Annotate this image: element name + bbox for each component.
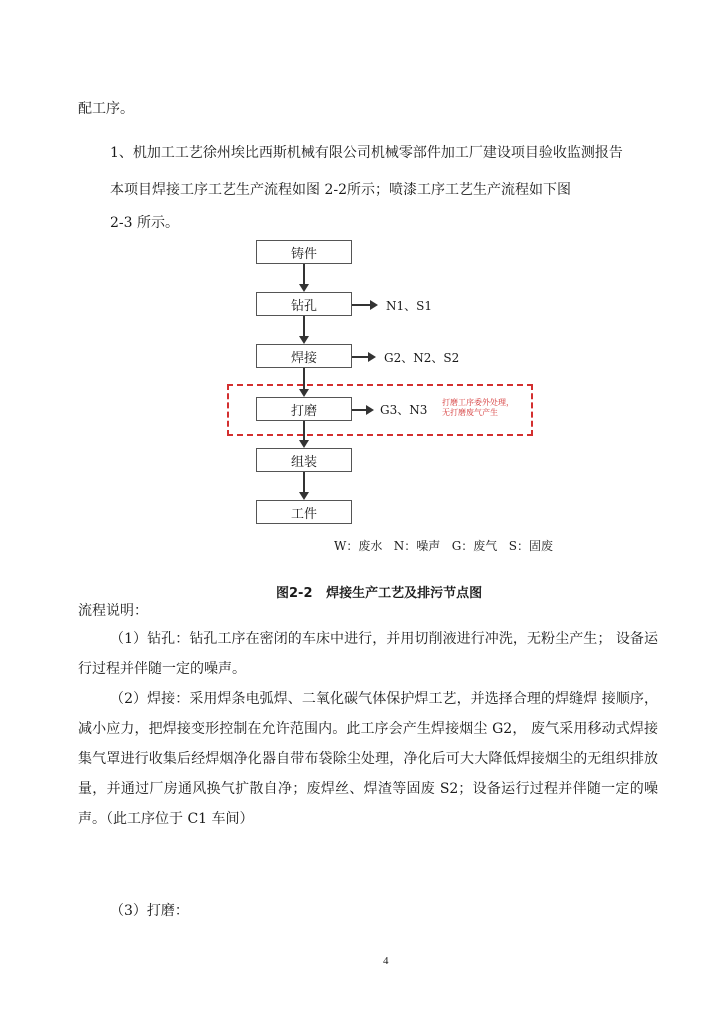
flow-output-drill: N1、S1 <box>386 299 432 313</box>
arrow-down-icon <box>299 492 309 500</box>
flow-step-grinding: 打磨 <box>256 397 352 421</box>
flow-connector <box>303 472 305 492</box>
flow-connector <box>303 316 305 336</box>
flow-output-line <box>352 304 370 306</box>
flow-connector <box>303 264 305 284</box>
arrow-down-icon <box>299 284 309 292</box>
flow-output-weld: G2、N2、S2 <box>384 351 460 365</box>
body-line: 本项目焊接工序工艺生产流程如图 2-2所示；喷漆工序工艺生产流程如下图 <box>110 182 571 198</box>
highlight-note-line: 打磨工序委外处理， <box>442 398 514 407</box>
body-line: 2-3 所示。 <box>110 215 179 231</box>
paragraph-welding: （2）焊接：采用焊条电弧焊、二氧化碳气体保护焊工艺，并选择合理的焊缝焊 接顺序，减小应力，把焊接变形控制在允许范围内。此工序会产生焊接烟尘 G2， 废气采用移动式焊接集气罩进行收集后经焊烟净化器自带布袋除尘处理，净化后可大大降低焊接烟尘的无组织排放量，并通过厂房通风换气扩散自净；废焊丝、焊渣等固废 S2；设备运行过程并伴随一定的噪声。（此工序位于 C1 车间） <box>78 691 658 827</box>
figure-caption: 图2-2 焊接生产工艺及排污节点图 <box>276 586 483 601</box>
highlight-note <box>442 398 514 418</box>
paragraph-drilling: （1）钻孔：钻孔工序在密闭的车床中进行，并用切削液进行冲洗，无粉尘产生； 设备运行过程并伴随一定的噪声。 <box>78 631 658 677</box>
flow-step-assembly: 组装 <box>256 448 352 472</box>
arrow-right-icon <box>368 352 376 362</box>
body-line: 1、机加工工艺徐州埃比西斯机械有限公司机械零部件加工厂建设项目验收监测报告 <box>110 145 623 161</box>
flow-output-grind: G3、N3 <box>380 403 428 417</box>
highlight-note-line: 无打磨废气产生 <box>442 408 498 417</box>
flow-output-line <box>352 356 368 358</box>
flow-step-welding: 焊接 <box>256 344 352 368</box>
flow-step-drilling: 钻孔 <box>256 292 352 316</box>
section-heading: 流程说明： <box>78 603 148 619</box>
paragraph-grinding: （3）打磨： <box>110 903 189 919</box>
flow-step-workpiece: 工件 <box>256 500 352 524</box>
arrow-down-icon <box>299 440 309 448</box>
arrow-right-icon <box>370 300 378 310</box>
flow-step-casting: 铸件 <box>256 240 352 264</box>
page-number: 4 <box>383 955 389 967</box>
flowchart-legend: W：废水 N：噪声 G：废气 S：固废 <box>334 539 553 553</box>
arrow-down-icon <box>299 336 309 344</box>
body-line: 配工序。 <box>78 101 134 117</box>
